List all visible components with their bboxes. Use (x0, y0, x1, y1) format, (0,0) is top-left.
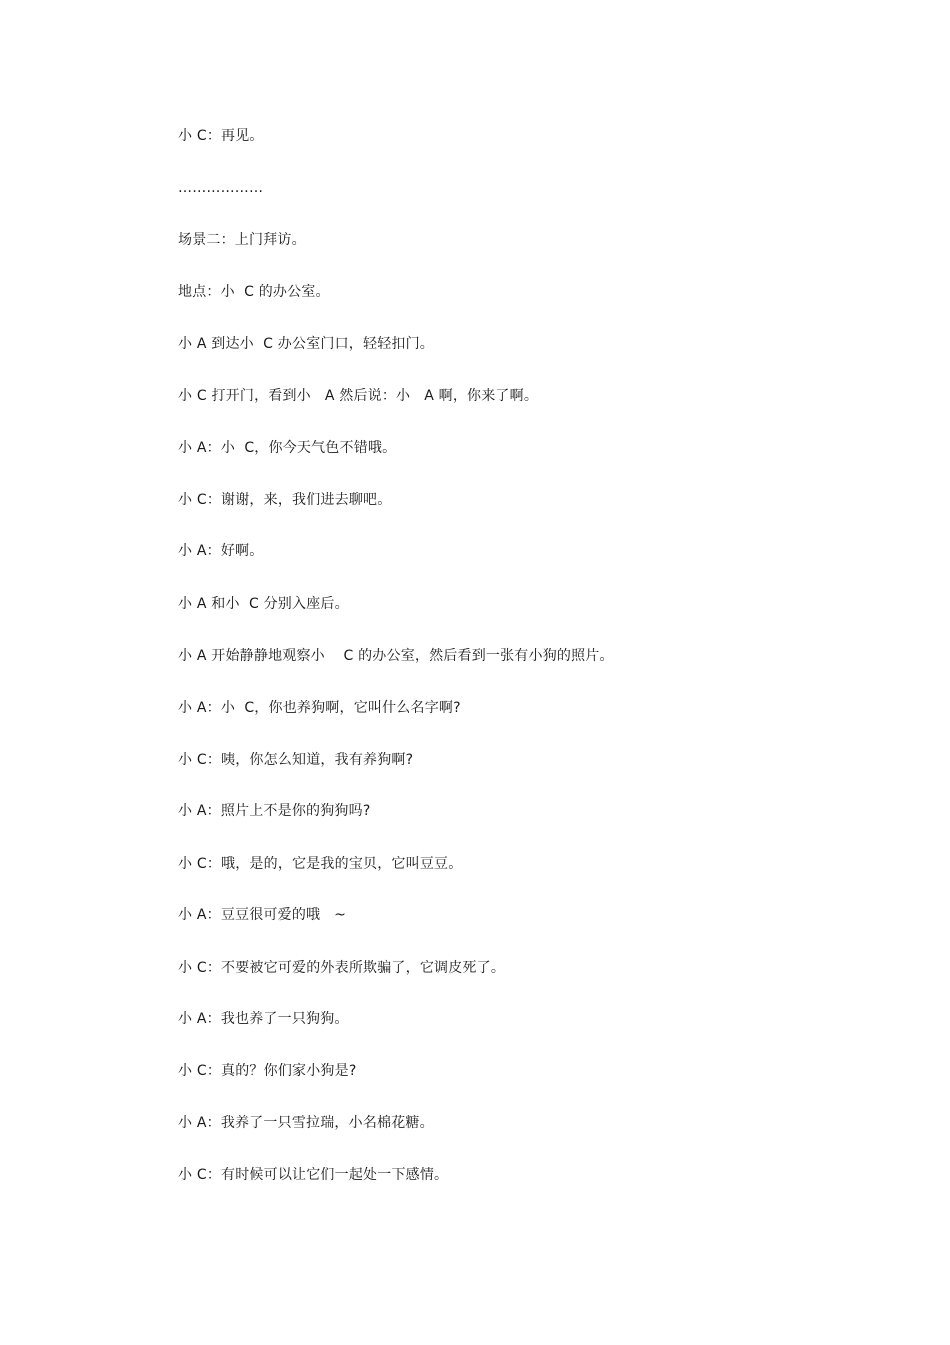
dialogue-line: 小 C：咦，你怎么知道，我有养狗啊? (178, 752, 414, 768)
scene-heading: 场景二：上门拜访。 (178, 232, 306, 248)
dialogue-line: 小 A：照片上不是你的狗狗吗? (178, 803, 371, 819)
narration-line: 小 A 开始静静地观察小 C 的办公室，然后看到一张有小狗的照片。 (178, 648, 614, 664)
dialogue-line: 小 C：谢谢，来，我们进去聊吧。 (178, 492, 392, 508)
narration-line: 小 C 打开门，看到小 A 然后说：小 A 啊，你来了啊。 (178, 388, 539, 404)
dialogue-line: 小 C：哦，是的，它是我的宝贝，它叫豆豆。 (178, 856, 463, 872)
dialogue-line: 小 A：我也养了一只狗狗。 (178, 1011, 349, 1027)
narration-line: 小 A 到达小 C 办公室门口，轻轻扣门。 (178, 336, 435, 352)
narration-line: 小 A 和小 C 分别入座后。 (178, 596, 349, 612)
ellipsis-separator: ……………… (178, 180, 264, 196)
dialogue-line: 小 A：小 C，你也养狗啊，它叫什么名字啊? (178, 700, 461, 716)
dialogue-line: 小 C：不要被它可爱的外表所欺骗了，它调皮死了。 (178, 960, 506, 976)
location-line: 地点：小 C 的办公室。 (178, 284, 330, 300)
dialogue-line: 小 A：小 C，你今天气色不错哦。 (178, 440, 397, 456)
dialogue-line: 小 A：我养了一只雪拉瑞，小名棉花糖。 (178, 1115, 434, 1131)
dialogue-line: 小 C：再见。 (178, 128, 264, 144)
dialogue-line: 小 A：好啊。 (178, 543, 264, 559)
dialogue-line: 小 C：有时候可以让它们一起处一下感情。 (178, 1167, 449, 1183)
dialogue-line: 小 A：豆豆很可爱的哦 ~ (178, 907, 347, 923)
dialogue-line: 小 C：真的？你们家小狗是? (178, 1063, 357, 1079)
